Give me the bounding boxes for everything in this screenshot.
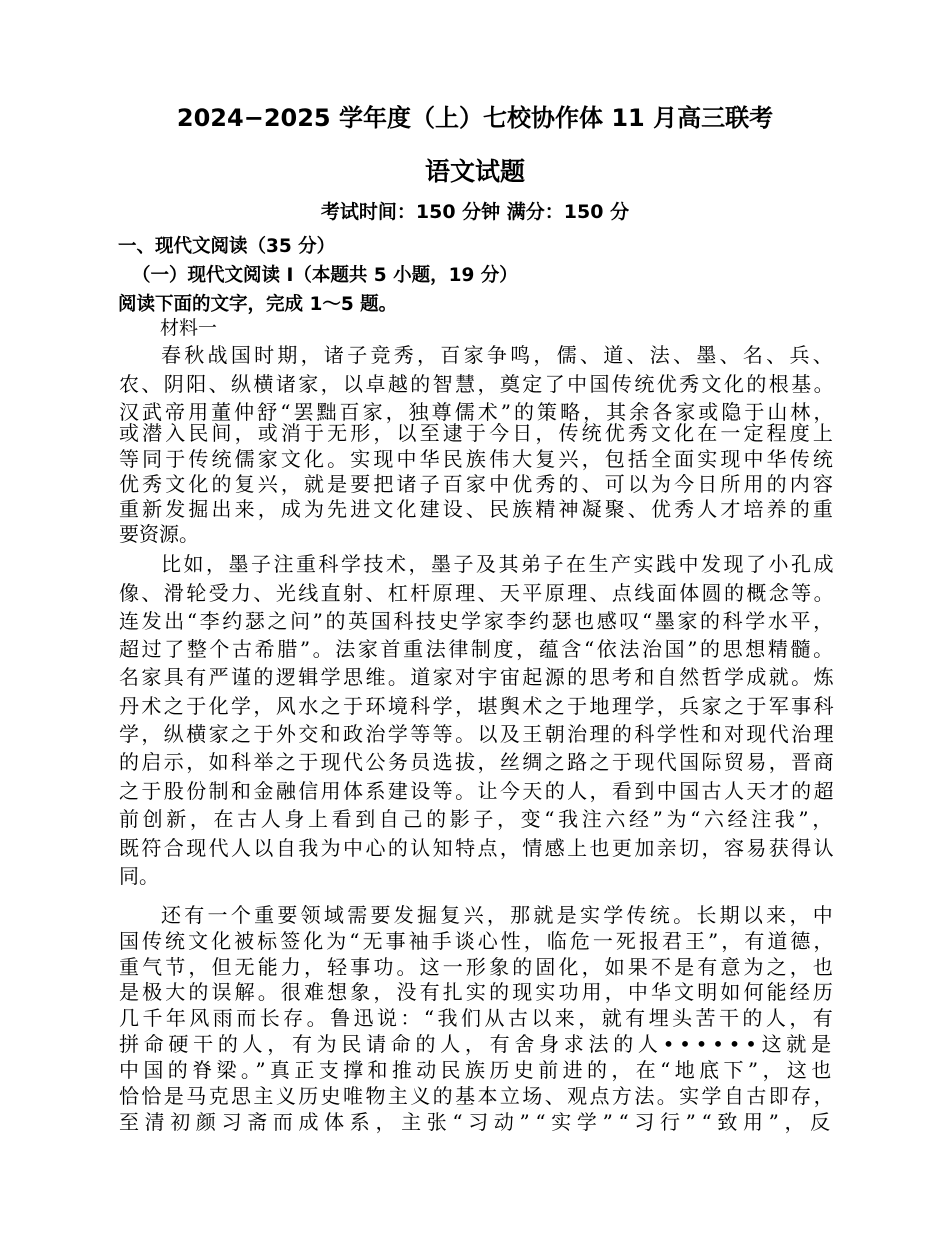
exam-subtitle: 语文试题 bbox=[424, 157, 525, 186]
text-line: 拼命硬干的人，有为民请命的人，有舍身求法的人••••••这就是 bbox=[119, 1032, 836, 1056]
text-line: 超过了整个古希腊”。法家首重法律制度，蕴含“依法治国”的思想精髓。 bbox=[119, 637, 836, 661]
text-line: 等同于传统儒家文化。实现中华民族伟大复兴，包括全面实现中华传统 bbox=[119, 447, 836, 471]
text-line: 既符合现代人以自我为中心的认知特点，情感上也更加亲切，容易获得认 bbox=[119, 836, 836, 860]
text-line: 或潜入民间，或消于无形，以至逮于今日，传统优秀文化在一定程度上 bbox=[119, 421, 836, 445]
text-line: 中国的脊梁。”真正支撑和推动民族历史前进的，在“地底下”，这也 bbox=[119, 1058, 836, 1082]
text-line: 的启示，如科举之于现代公务员选拔，丝绸之路之于现代国际贸易，晋商 bbox=[119, 750, 836, 774]
section-heading: 一、现代文阅读（35 分） bbox=[118, 236, 336, 257]
text-line: 丹术之于化学，风水之于环境科学，堪舆术之于地理学，兵家之于军事科 bbox=[119, 694, 836, 718]
subsection-heading: （一）现代文阅读 I（本题共 5 小题，19 分） bbox=[132, 265, 518, 286]
text-line: 还有一个重要领域需要发掘复兴，那就是实学传统。长期以来，中 bbox=[161, 903, 836, 927]
text-line: 春秋战国时期，诸子竞秀，百家争鸣，儒、道、法、墨、名、兵、 bbox=[161, 343, 836, 367]
text-line: 是极大的误解。很难想象，没有扎实的现实功用，中华文明如何能经历 bbox=[119, 980, 836, 1004]
text-line: 像、滑轮受力、光线直射、杠杆原理、天平原理、点线面体圆的概念等。 bbox=[119, 581, 836, 605]
text-line: 重新发掘出来，成为先进文化建设、民族精神凝聚、优秀人才培养的重 bbox=[119, 497, 836, 521]
text-line: 前创新，在古人身上看到自己的影子，变“我注六经”为“六经注我”， bbox=[119, 807, 836, 831]
text-line: 之于股份制和金融信用体系建设等。让今天的人，看到中国古人天才的超 bbox=[119, 779, 836, 803]
text-line: 学，纵横家之于外交和政治学等等。以及王朝治理的科学性和对现代治理 bbox=[119, 722, 836, 746]
text-line: 汉武帝用董仲舒“罢黜百家，独尊儒术”的策略，其余各家或隐于山林， bbox=[119, 400, 837, 424]
exam-title: 2024−2025 学年度（上）七校协作体 11 月高三联考 bbox=[176, 104, 774, 132]
text-line: 同。 bbox=[119, 864, 159, 888]
material-label: 材料一 bbox=[160, 317, 218, 339]
text-line: 要资源。 bbox=[119, 522, 199, 546]
exam-info: 考试时间：150 分钟 满分：150 分 bbox=[320, 201, 630, 223]
text-line: 农、阴阳、纵横诸家，以卓越的智慧，奠定了中国传统优秀文化的根基。 bbox=[119, 372, 836, 396]
text-line: 几千年风雨而长存。鲁迅说：“我们从古以来，就有埋头苦干的人，有 bbox=[119, 1006, 837, 1030]
reading-instruction: 阅读下面的文字，完成 1～5 题。 bbox=[118, 294, 398, 315]
text-line: 至清初颜习斋而成体系，主张“习动”“实学”“习行”“致用”，反 bbox=[119, 1110, 836, 1134]
text-line: 恰恰是马克思主义历史唯物主义的基本立场、观点方法。实学自古即存， bbox=[119, 1084, 836, 1108]
text-line: 比如，墨子注重科学技术，墨子及其弟子在生产实践中发现了小孔成 bbox=[161, 552, 836, 576]
text-line: 重气节，但无能力，轻事功。这一形象的固化，如果不是有意为之，也 bbox=[119, 955, 836, 979]
text-line: 国传统文化被标签化为“无事袖手谈心性，临危一死报君王”，有道德， bbox=[119, 929, 837, 953]
text-line: 优秀文化的复兴，就是要把诸子百家中优秀的、可以为今日所用的内容 bbox=[119, 472, 836, 496]
text-line: 连发出“李约瑟之问”的英国科技史学家李约瑟也感叹“墨家的科学水平， bbox=[119, 609, 836, 633]
text-line: 名家具有严谨的逻辑学思维。道家对宇宙起源的思考和自然哲学成就。炼 bbox=[119, 665, 836, 689]
